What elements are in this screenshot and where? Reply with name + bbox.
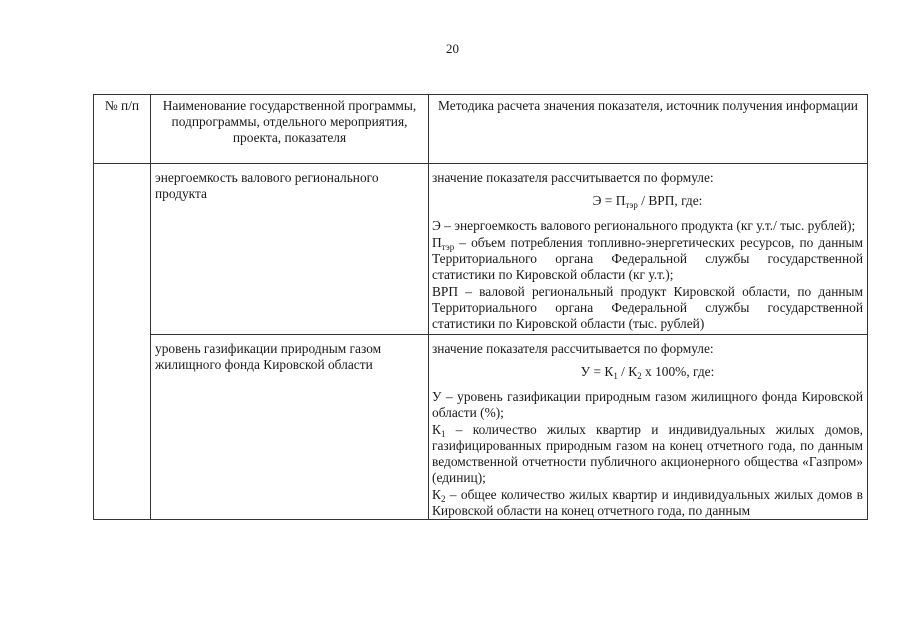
indicator-name: энергоемкость валового регионального продукта: [155, 170, 379, 201]
header-num: № п/п: [94, 95, 151, 164]
indicator-name-cell: [151, 164, 429, 335]
definition: $К_2$ – общее количество жилых квартир и индивидуальных жилых домов в Кировской области на конец отчетного года, по данным: [432, 487, 863, 518]
header-name: Наименование государственной программы, подпрограммы, отдельного мероприятия, проекта, показателя: [151, 95, 429, 164]
header-method: Методика расчета значения показателя, источник получения информации: [429, 95, 868, 164]
table-row: [94, 335, 868, 520]
definition: ВРП – валовой региональный продукт Кировской области, по данным Территориального органа Федеральной службы государственной статистики по Кировской области (тыс. рублей): [432, 284, 863, 331]
table-header-row: [94, 95, 868, 164]
definition: У – уровень газификации природным газом жилищного фонда Кировской области (%);: [432, 389, 863, 420]
indicator-table: [93, 94, 868, 520]
method-cell: [429, 164, 868, 335]
formula: $У = К_1 / К_2$ x 100%, где:: [580, 364, 715, 381]
table-row: [94, 164, 868, 335]
formula: $Э = П_{тэр}$ / ВРП, где:: [592, 193, 703, 210]
method-intro: значение показателя рассчитывается по формуле:: [432, 170, 714, 185]
definition: Э – энергоемкость валового регионального продукта (кг у.т./ тыс. рублей);: [432, 218, 856, 233]
page-number: 20: [446, 41, 459, 56]
definition: $К_1$ – количество жилых квартир и индивидуальных жилых домов, газифицированных природным газом на конец отчетного года, по данным ведомственной отчетности публичного акционерного общества «Газпром» (единиц);: [432, 422, 863, 485]
row-num-cell: [94, 164, 151, 520]
method-cell: [429, 335, 868, 520]
method-intro: значение показателя рассчитывается по формуле:: [432, 341, 714, 356]
indicator-name: уровень газификации природным газом жилищного фонда Кировской области: [155, 341, 382, 372]
definition: $П_{тэр}$ – объем потребления топливно-энергетических ресурсов, по данным Территориального органа Федеральной службы государственной статистики по Кировской области (кг у.т.);: [432, 235, 863, 282]
indicator-name-cell: [151, 335, 429, 520]
